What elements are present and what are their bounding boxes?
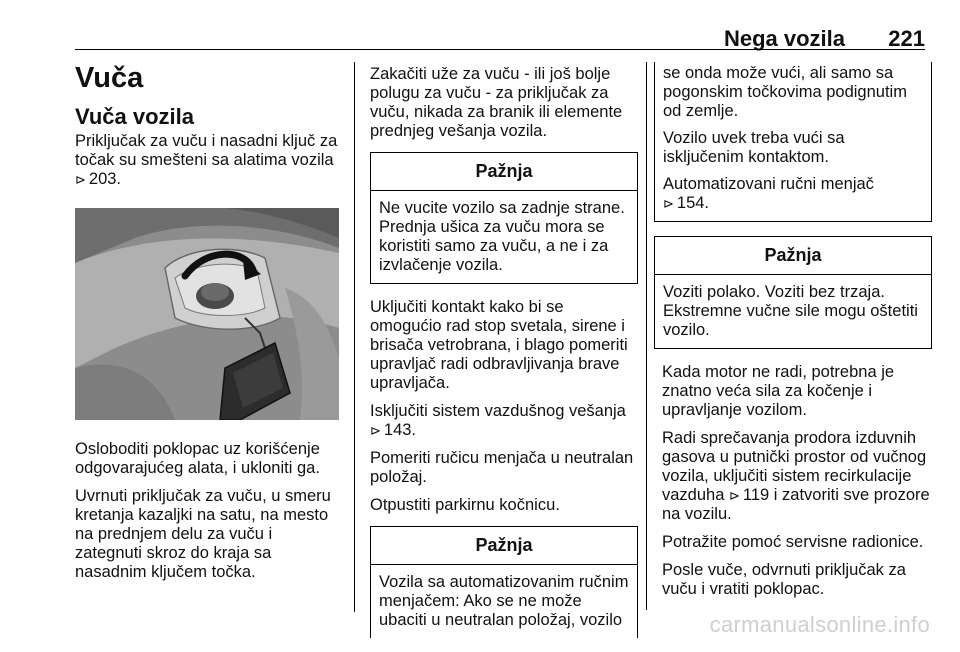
air-suspension-text: Isključiti sistem vazdušnog vešanja: [370, 402, 626, 420]
engine-off-paragraph: Kada motor ne radi, potrebna je znatno veća sila za kočenje i upravljanje vozilom.: [662, 363, 895, 419]
caution-box-automated-gearbox: [370, 526, 638, 638]
page-number: 221: [888, 26, 925, 51]
towing-eye-cover-illustration: [75, 208, 339, 420]
intro-paragraph: [75, 132, 343, 189]
remove-cover-paragraph: Osloboditi poklopac uz korišćenje odgovarajućeg alata, i ukloniti ga.: [75, 440, 320, 477]
page-reference-link[interactable]: 203.: [88, 170, 122, 188]
intro-text: Priključak za vuču i nasadni ključ za točak su smešteni sa alatima vozila: [75, 132, 338, 169]
caution-title: Pažnja: [371, 153, 637, 191]
automated-gearbox-reference: [663, 175, 923, 213]
section-heading: Vuča: [75, 62, 144, 94]
caution-box-drive-slowly: [654, 236, 932, 349]
neutral-gear-paragraph: Pomeriti ručicu menjača u neutralan položaj.: [370, 449, 634, 486]
after-towing-paragraph: Posle vuče, odvrnuti priključak za vuču i vratiti poklopac.: [662, 561, 906, 598]
caution-text: Ne vucite vozilo sa zadnje strane. Prednja ušica za vuču mora se koristiti samo za vuču, a ne i za izvlačenje vozila.: [379, 199, 625, 274]
header-rule: [75, 49, 925, 50]
ignition-on-paragraph: Uključiti kontakt kako bi se omogućio rad stop svetala, sirene i brisača vetrobrana, i blago pomeriti upravljač radi odbravljivanja brave upravljača.: [370, 298, 628, 392]
column-1: [75, 62, 343, 591]
page-reference-link[interactable]: 154.: [676, 194, 710, 212]
column-3: [662, 64, 930, 608]
close-windows-text: i zatvoriti sve prozore na vozilu.: [662, 486, 930, 523]
exhaust-recirculation-paragraph: [662, 429, 930, 524]
column-divider-2: [646, 62, 647, 610]
caution-title: Pažnja: [371, 527, 637, 565]
attach-tow-rope-paragraph: Zakačiti uže za vuču - ili još bolje polugu za vuču - za priključak za vuču, nikada za branik ili elemente prednjeg vešanja vozila.: [370, 65, 623, 140]
recirculation-text: Radi sprečavanja prodora izduvnih gasova u putnički prostor od vučnog vozila, uključiti sistem recirkulacije vazduha: [662, 429, 927, 504]
parking-brake-paragraph: Otpustiti parkirnu kočnicu.: [370, 496, 560, 514]
column-divider-1: [354, 62, 355, 612]
cross-reference-arrow-icon: ⊳: [663, 196, 674, 211]
subsection-heading: Vuča vozila: [75, 104, 195, 129]
caution-title: Pažnja: [655, 237, 931, 275]
screw-in-eye-paragraph: Uvrnuti priključak za vuču, u smeru kretanja kazaljki na satu, na mesto na prednjem delu za vuču i zategnuti skroz do kraja sa nasadnim ključem točka.: [75, 487, 331, 581]
air-suspension-paragraph: [370, 402, 638, 440]
caution-box-rear-towing: [370, 152, 638, 284]
ignition-off-text: Vozilo uvek treba vući sa isključenim kontaktom.: [663, 129, 845, 166]
caution-text: Vozila sa automatizovanim ručnim menjačem: Ako se ne može ubaciti u neutralan položaj, vozilo: [379, 573, 629, 629]
cross-reference-arrow-icon: ⊳: [370, 423, 381, 438]
site-watermark: carmanualsonline.info: [709, 612, 930, 637]
caution-continued-text: se onda može vući, ali samo sa pogonskim točkovima podignutim od zemlje.: [663, 64, 907, 120]
cross-reference-arrow-icon: ⊳: [728, 488, 740, 503]
automated-gearbox-text: Automatizovani ručni menjač: [663, 175, 874, 193]
caution-text: Voziti polako. Voziti bez trzaja. Ekstremne vučne sile mogu oštetiti vozilo.: [663, 283, 918, 339]
cross-reference-arrow-icon: ⊳: [75, 172, 86, 187]
caution-box-continued: [654, 62, 932, 222]
column-2: [370, 65, 638, 652]
page-reference-link[interactable]: 119: [742, 486, 770, 504]
page-reference-link[interactable]: 143.: [383, 421, 417, 439]
running-header-title: Nega vozila: [723, 26, 845, 51]
service-help-paragraph: Potražite pomoć servisne radionice.: [662, 533, 924, 551]
